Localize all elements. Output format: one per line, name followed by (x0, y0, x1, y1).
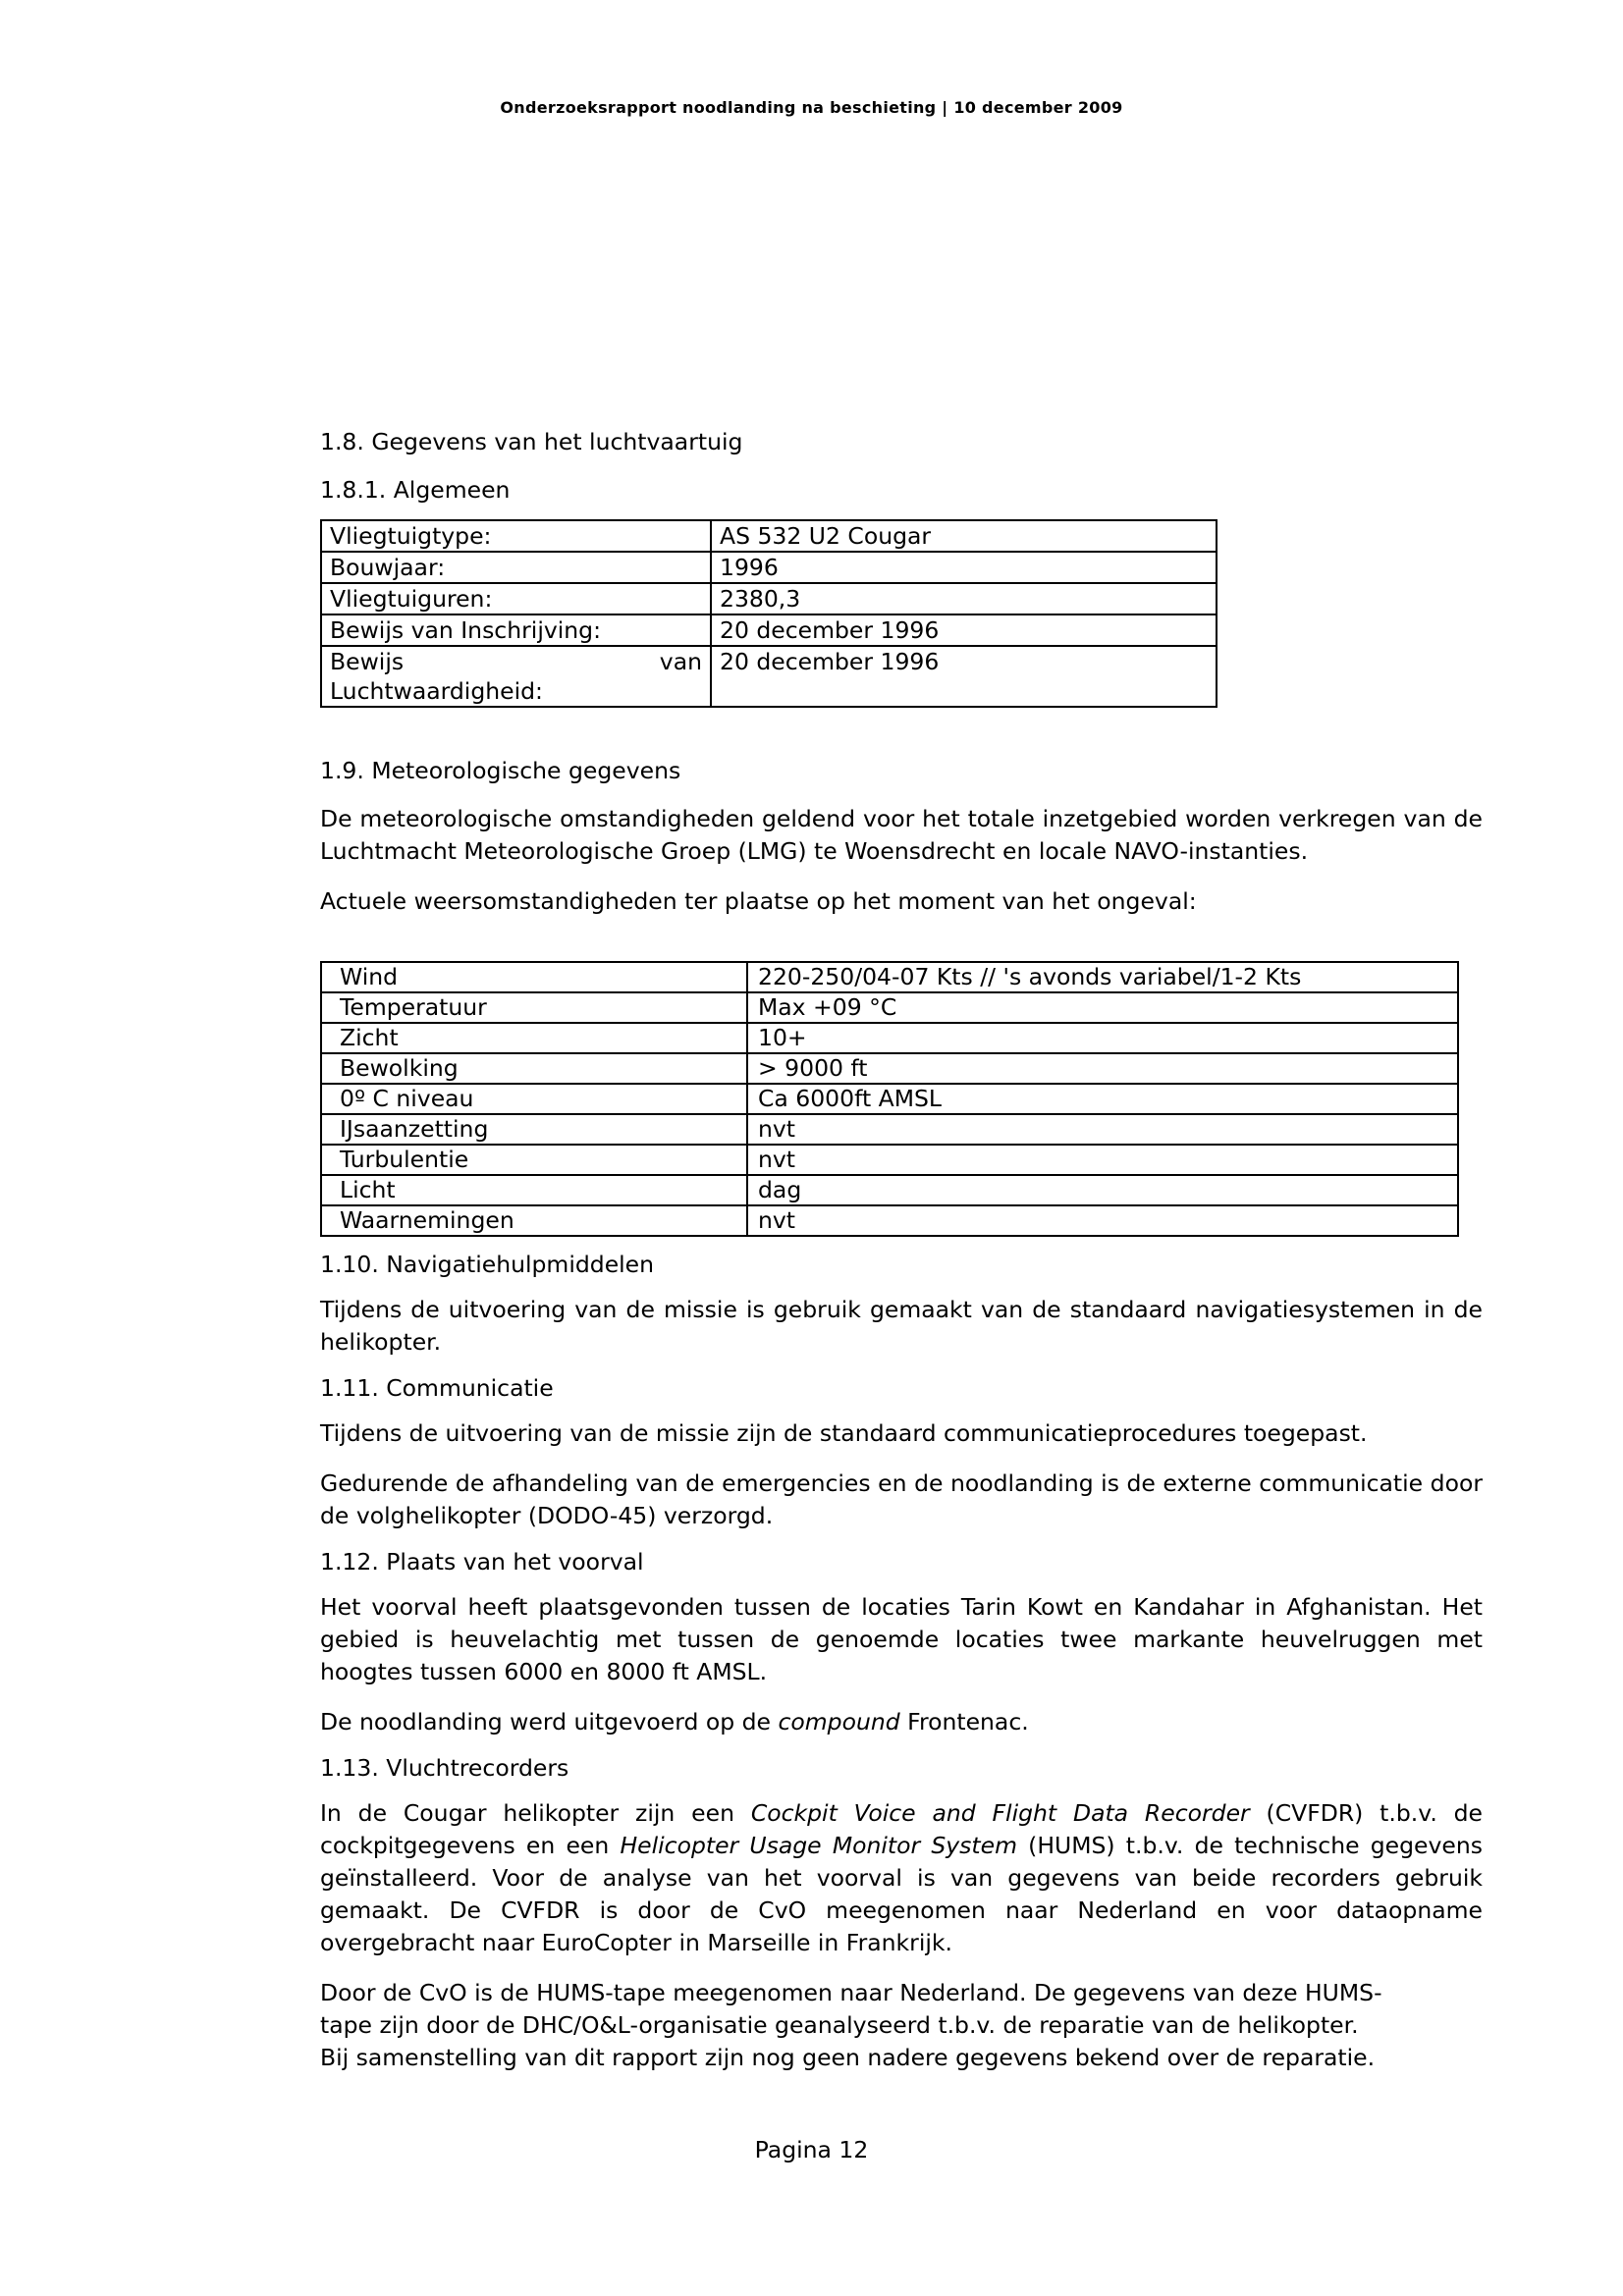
table-cell-label: Vliegtuiguren: (321, 583, 711, 614)
paragraph: Het voorval heeft plaatsgevonden tussen de locaties Tarin Kowt en Kandahar in Afghanistan. Het gebied is heuvelachtig met tussen de genoemde locaties twee markante heuvelruggen met hoogtes tussen 6000 en 8000 ft AMSL. (320, 1593, 1483, 1685)
paragraph: Tijdens de uitvoering van de missie is gebruik gemaakt van de standaard navigatiesystemen in de helikopter. (320, 1296, 1483, 1356)
section-heading-1-9: 1.9. Meteorologische gegevens (320, 757, 681, 784)
table-cell-label: Turbulentie (321, 1145, 747, 1175)
paragraph: Actuele weersomstandigheden ter plaatse op het moment van het ongeval: (320, 887, 1197, 915)
paragraph: Gedurende de afhandeling van de emergencies en de noodlanding is de externe communicatie door de volghelikopter (DODO-45) verzorgd. (320, 1469, 1483, 1529)
table-cell-value: 2380,3 (711, 583, 1217, 614)
aircraft-data-table (320, 519, 1217, 708)
table-cell-label: Bewijs van Inschrijving: (321, 614, 711, 646)
table-row (321, 646, 1217, 707)
table-cell-label: Vliegtuigtype: (321, 520, 711, 552)
section-heading-1-10: 1.10. Navigatiehulpmiddelen (320, 1251, 655, 1278)
table-cell-label: Bouwjaar: (321, 552, 711, 583)
document-body (320, 426, 1483, 2074)
section-heading-1-8: 1.8. Gegevens van het luchtvaartuig (320, 428, 743, 455)
paragraph: Tijdens de uitvoering van de missie zijn de standaard communicatieprocedures toegepast. (320, 1419, 1368, 1447)
table-row (321, 614, 1217, 646)
table-cell-value: 20 december 1996 (711, 646, 1217, 707)
table-row (321, 1205, 1458, 1236)
text-run: De noodlanding werd uitgevoerd op de (320, 1708, 779, 1735)
italic-term: Helicopter Usage Monitor System (620, 1832, 1017, 1859)
weather-data-table (320, 961, 1459, 1237)
paragraph (320, 1797, 1483, 1959)
text-run: Frontenac. (899, 1708, 1029, 1735)
table-cell-label: 0º C niveau (321, 1084, 747, 1114)
table-row (321, 1145, 1458, 1175)
table-row (321, 552, 1217, 583)
section-heading-1-8-1: 1.8.1. Algemeen (320, 476, 511, 504)
table-cell-value: Max +09 °C (747, 992, 1458, 1023)
text-run: (CVFDR) t.b.v. de cockpitgegevens en een (320, 1799, 1484, 1859)
table-cell-label (321, 646, 711, 707)
section-heading-1-11: 1.11. Communicatie (320, 1374, 554, 1402)
italic-term: compound (778, 1708, 900, 1735)
table-row (321, 992, 1458, 1023)
text-run: (HUMS) t.b.v. de technische gegevens geïnstalleerd. Voor de analyse van het voorval is van gegevens van beide recorders gebruik gemaakt. De CVFDR is door de CvO meegenomen naar Nederland en voor dataopname overgebracht naar EuroCopter in Marseille in Frankrijk. (320, 1832, 1484, 1956)
table-cell-label: Licht (321, 1175, 747, 1205)
table-row (321, 1084, 1458, 1114)
table-row (321, 962, 1458, 992)
table-cell-value: 10+ (747, 1023, 1458, 1053)
paragraph (320, 1977, 1483, 2074)
table-cell-value: > 9000 ft (747, 1053, 1458, 1084)
table-row (321, 1053, 1458, 1084)
table-cell-value: 20 december 1996 (711, 614, 1217, 646)
table-cell-label: Zicht (321, 1023, 747, 1053)
paragraph: De meteorologische omstandigheden geldend voor het totale inzetgebied worden verkregen van de Luchtmacht Meteorologische Groep (LMG) te Woensdrecht en locale NAVO-instanties. (320, 805, 1483, 865)
text-line: Bij samenstelling van dit rapport zijn nog geen nadere gegevens bekend over de reparatie. (320, 2044, 1376, 2071)
label-word: van (659, 648, 702, 675)
table-cell-label: IJsaanzetting (321, 1114, 747, 1145)
table-row (321, 583, 1217, 614)
table-cell-value: nvt (747, 1145, 1458, 1175)
paragraph (320, 1706, 1483, 1738)
text-line: tape zijn door de DHC/O&L-organisatie geanalyseerd t.b.v. de reparatie van de helikopter. (320, 2011, 1359, 2039)
table-cell-label: Waarnemingen (321, 1205, 747, 1236)
table-cell-value: Ca 6000ft AMSL (747, 1084, 1458, 1114)
table-cell-value: AS 532 U2 Cougar (711, 520, 1217, 552)
section-heading-1-12: 1.12. Plaats van het voorval (320, 1548, 644, 1575)
label-word: Bewijs (330, 648, 405, 675)
table-cell-value: nvt (747, 1205, 1458, 1236)
label-line (330, 647, 702, 676)
page-number: Pagina 12 (754, 2136, 869, 2163)
table-row (321, 520, 1217, 552)
table-row (321, 1114, 1458, 1145)
table-cell-value: 220-250/04-07 Kts // 's avonds variabel/1-2 Kts (747, 962, 1458, 992)
italic-term: Cockpit Voice and Flight Data Recorder (750, 1799, 1250, 1827)
table-cell-value: nvt (747, 1114, 1458, 1145)
running-header: Onderzoeksrapport noodlanding na beschieting | 10 december 2009 (500, 98, 1123, 117)
table-cell-label: Temperatuur (321, 992, 747, 1023)
table-cell-label: Bewolking (321, 1053, 747, 1084)
table-row (321, 1175, 1458, 1205)
table-cell-value: dag (747, 1175, 1458, 1205)
text-run: In de Cougar helikopter zijn een (320, 1799, 751, 1827)
table-cell-label: Wind (321, 962, 747, 992)
text-line: Door de CvO is de HUMS-tape meegenomen naar Nederland. De gegevens van deze HUMS- (320, 1979, 1382, 2006)
table-cell-value: 1996 (711, 552, 1217, 583)
label-line: Luchtwaardigheid: (330, 677, 543, 705)
table-row (321, 1023, 1458, 1053)
section-heading-1-13: 1.13. Vluchtrecorders (320, 1754, 569, 1782)
